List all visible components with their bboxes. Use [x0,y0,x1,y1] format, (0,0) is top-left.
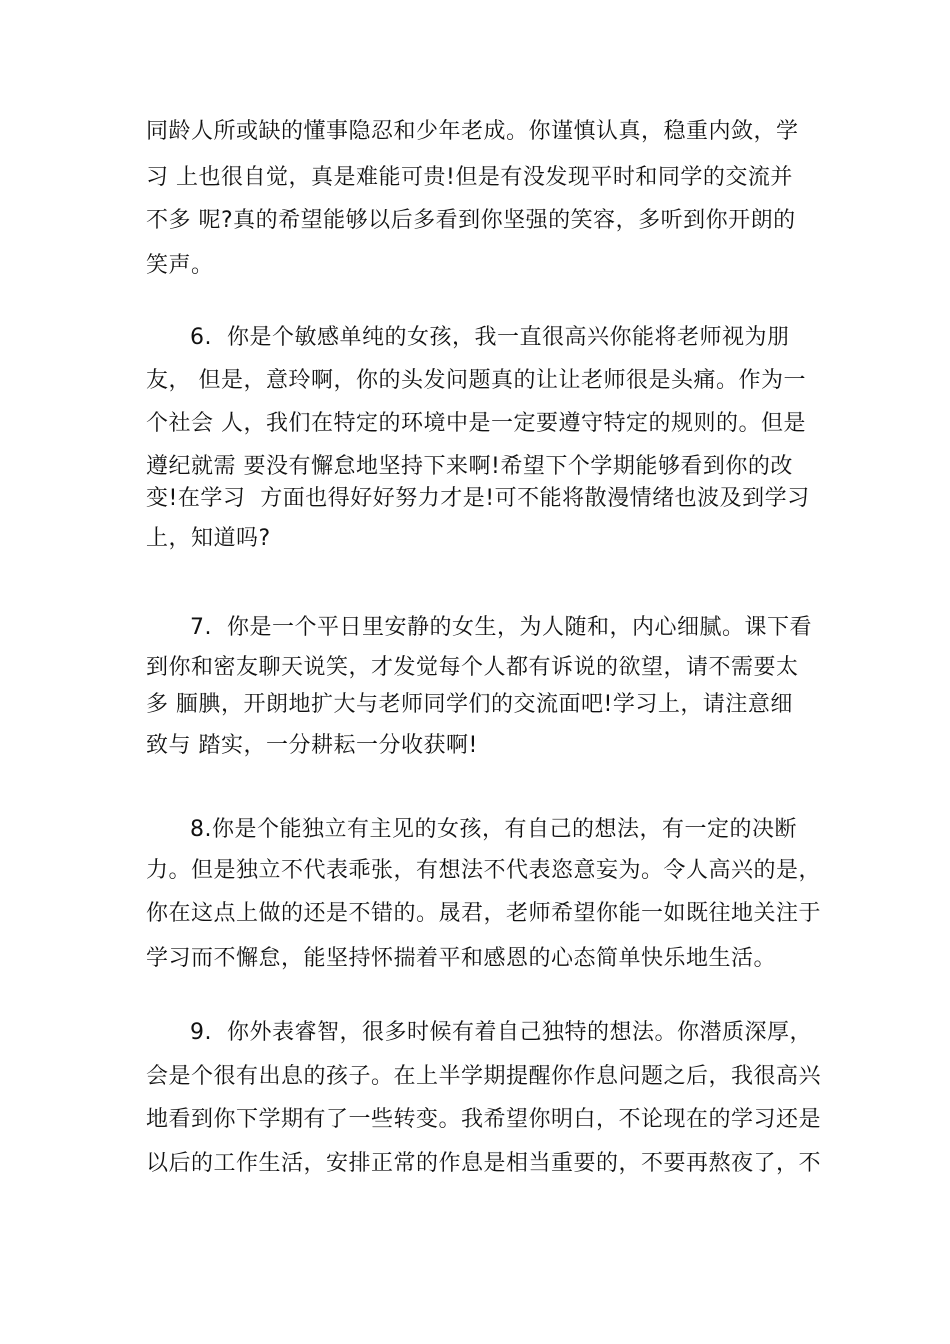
paragraph-6-line-3: 个社会 人，我们在特定的环境中是一定要遵守特定的规则的。但是 [146,411,806,436]
paragraph-6-line-4: 遵纪就需 要没有懈怠地坚持下来啊!希望下个学期能够看到你的改 [146,454,793,479]
paragraph-8-line-1: 8.你是个能独立有主见的女孩，有自己的想法，有一定的决断 [190,817,797,842]
paragraph-7-line-3: 多 腼腆，开朗地扩大与老师同学们的交流面吧!学习上，请注意细 [146,692,793,717]
paragraph-1-line-2: 习 上也很自觉，真是难能可贵!但是有没发现平时和同学的交流并 [146,165,793,190]
paragraph-8-line-2: 力。但是独立不代表乖张，有想法不代表恣意妄为。令人高兴的是， [146,858,822,883]
paragraph-6-line-6: 上，知道吗? [146,526,271,551]
paragraph-6-line-1: 6. 你是个敏感单纯的女孩，我一直很高兴你能将老师视为朋 [190,325,790,350]
paragraph-9-line-2: 会是个很有出息的孩子。在上半学期提醒你作息问题之后，我很高兴 [146,1064,822,1089]
paragraph-9-line-4: 以后的工作生活，安排正常的作息是相当重要的，不要再熬夜了，不 [146,1151,822,1176]
paragraph-8-line-4: 学习而不懈怠，能坚持怀揣着平和感恩的心态简单快乐地生活。 [146,946,777,971]
paragraph-9-line-3: 地看到你下学期有了一些转变。我希望你明白，不论现在的学习还是 [146,1107,822,1132]
paragraph-1-line-3: 不多 呢?真的希望能够以后多看到你坚强的笑容，多听到你开朗的 [146,208,796,233]
paragraph-7-line-4: 致与 踏实，一分耕耘一分收获啊! [146,733,478,758]
paragraph-6-line-2: 友， 但是，意玲啊，你的头发问题真的让让老师很是头痛。作为一 [146,368,806,393]
paragraph-6-line-5: 变!在学习 方面也得好好努力才是!可不能将散漫情绪也波及到学习 [146,486,810,511]
paragraph-1-line-4: 笑声。 [146,253,214,278]
paragraph-8-line-3: 你在这点上做的还是不错的。晟君，老师希望你能一如既往地关注于 [146,901,822,926]
paragraph-7-line-1: 7. 你是一个平日里安静的女生，为人随和，内心细腻。课下看 [190,615,812,640]
paragraph-1-line-1: 同龄人所或缺的懂事隐忍和少年老成。你谨慎认真，稳重内敛，学 [146,119,799,144]
paragraph-9-line-1: 9. 你外表睿智，很多时候有着自己独特的想法。你潜质深厚， [190,1020,812,1045]
paragraph-7-line-2: 到你和密友聊天说笑，才发觉每个人都有诉说的欲望，请不需要太 [146,655,799,680]
